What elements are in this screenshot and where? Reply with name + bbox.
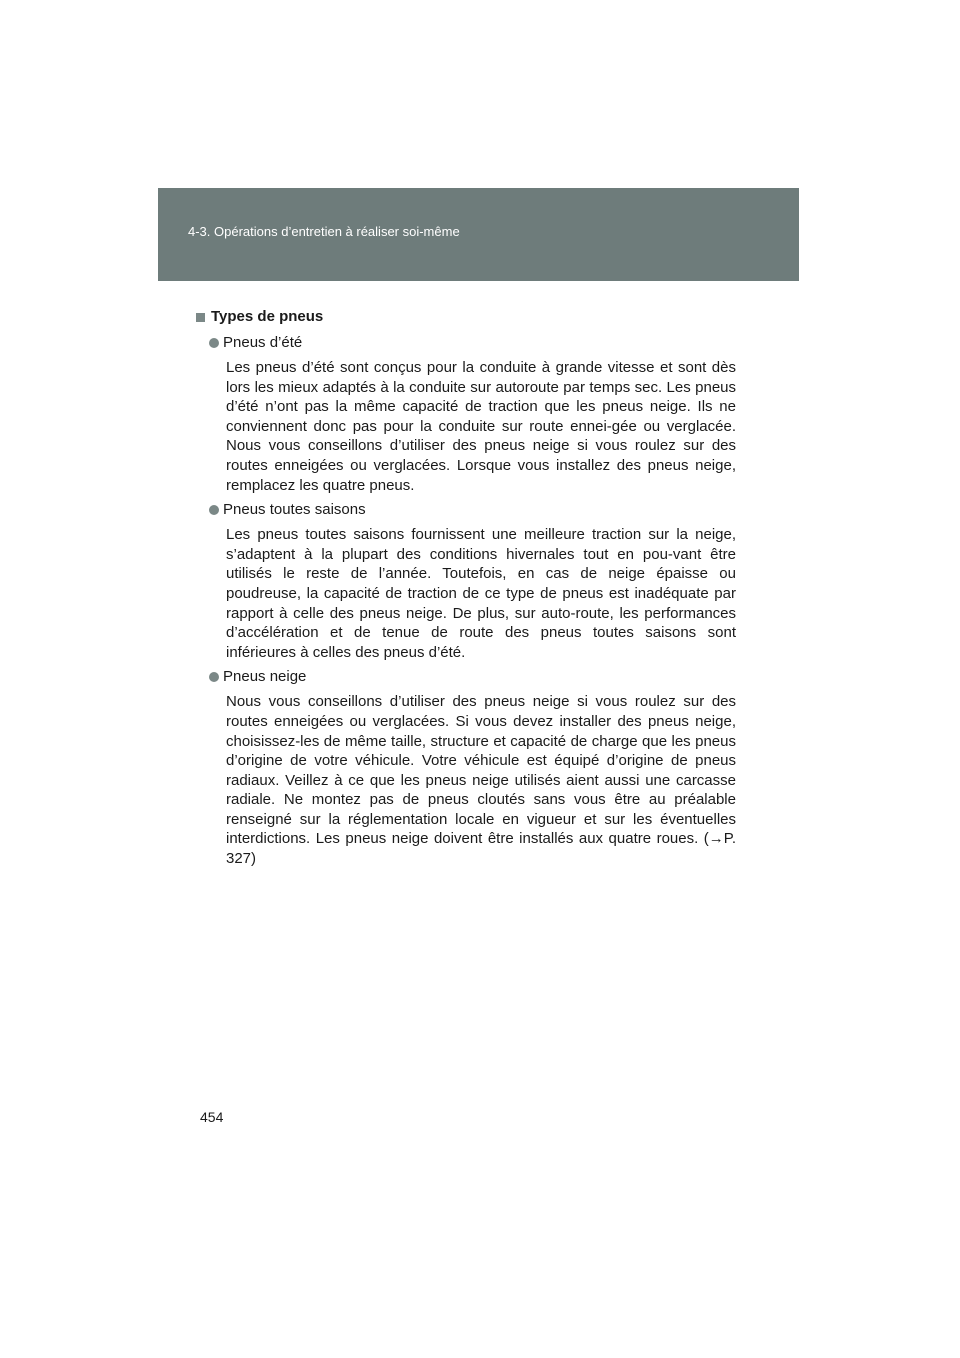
list-item-summer-tires xyxy=(195,332,736,495)
list-item-title xyxy=(209,666,736,688)
page-number: 454 xyxy=(200,1109,224,1125)
circle-bullet-icon xyxy=(209,672,219,682)
circle-bullet-icon xyxy=(209,505,219,515)
list-item-title-text: Pneus toutes saisons xyxy=(223,501,366,519)
list-item-all-season-tires xyxy=(195,499,736,662)
chapter-header-band xyxy=(158,188,799,281)
list-item-body: Nous vous conseillons d’utiliser des pneus neige si vous roulez sur des routes enneigées ou verglacées. Si vous devez installer des pneus neige, choisissez-les de même taille, structure et capacité de charge que les pneus d’origine de votre véhicule. Votre véhicule est équipé d’origine de pneus radiaux. Veillez à ce que les pneus neige utilisés aient aussi une carcasse radiale. Ne montez pas de pneus cloutés sans vous être au préalable renseigné sur la réglementation locale en vigueur et sur les éventuelles interdictions. Les pneus neige doivent être installés aux quatre roues. (→P. 327) xyxy=(226,693,736,868)
circle-bullet-icon xyxy=(209,338,219,348)
list-item-title xyxy=(209,499,736,521)
section-heading-text: Types de pneus xyxy=(211,308,324,325)
list-item-body: Les pneus d’été sont conçus pour la conduite à grande vitesse et sont dès lors les mieux adaptés à la conduite sur autoroute par temps sec. Les pneus d’été n’ont pas la même capacité de traction que les pneus neige. Ils ne conviennent donc pas pour la conduite sur route ennei-gée ou verglacée. Nous vous conseillons d’utiliser des pneus neige si vous roulez sur des routes enneigées ou verglacées. Lorsque vous installez des pneus neige, remplacez les quatre pneus. xyxy=(226,359,736,494)
list-item-title-text: Pneus neige xyxy=(223,668,307,686)
section-heading xyxy=(195,306,736,328)
list-item-snow-tires xyxy=(195,666,736,868)
list-item-title-text: Pneus d’été xyxy=(223,334,303,351)
chapter-section-title: 4-3. Opérations d’entretien à réaliser soi-même xyxy=(188,224,460,239)
page-content xyxy=(195,306,736,873)
list-item-title xyxy=(209,332,736,354)
square-bullet-icon xyxy=(196,313,205,322)
list-item-body: Les pneus toutes saisons fournissent une meilleure traction sur la neige, s’adaptent à la plupart des conditions hivernales tout en pou-vant être utilisés le reste de l’année. Toutefois, en cas de neige épaisse ou poudreuse, la capacité de traction de ce type de pneus est inadéquate par rapport à celle des pneus neige. De plus, sur auto-route, les performances d’accélération et de tenue de route des pneus toutes saisons sont inférieures à celles des pneus d’été. xyxy=(226,526,736,661)
